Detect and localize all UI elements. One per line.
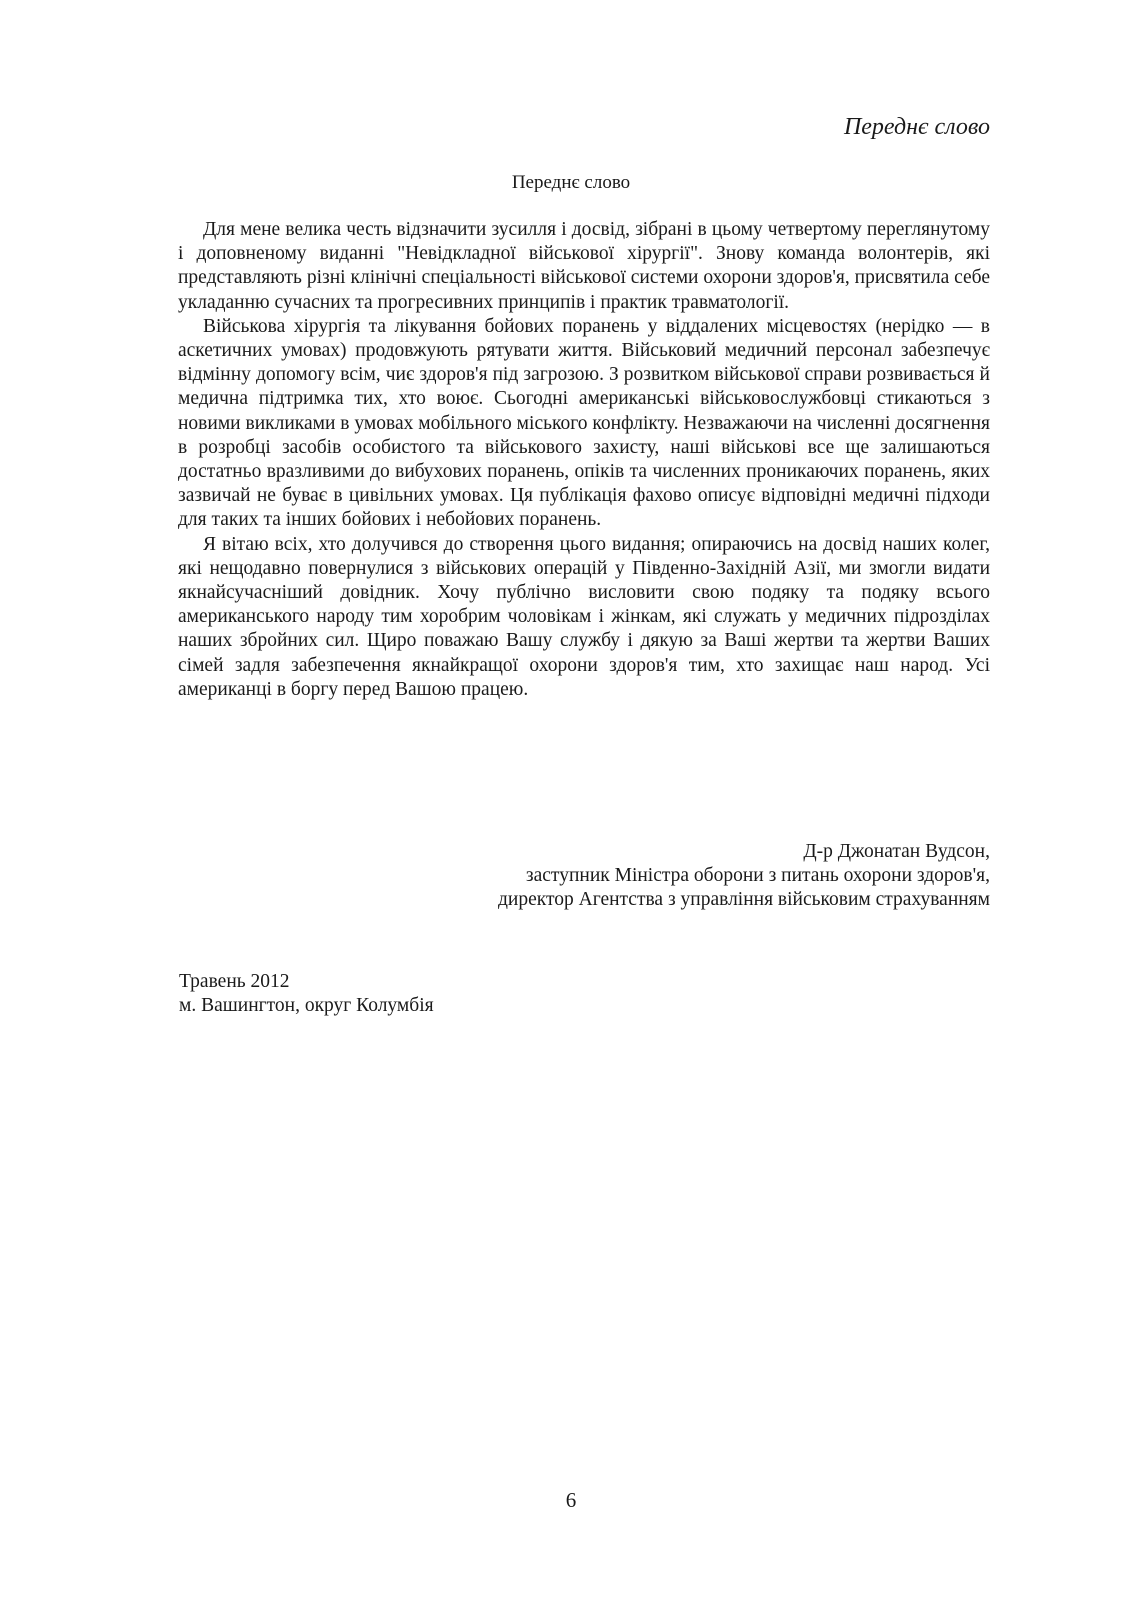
date: Травень 2012	[179, 971, 290, 992]
paragraph: Я вітаю всіх, хто долучився до створення цього видання; опираючись на досвід наших колег, які нещодавно повернулися з військових операцій у Південно-Західній Азії, ми змогли видати якнайсучасніший довідник. Хочу публічно висловити свою подяку та подяку всього американського народу тим хоробрим чоловікам і жінкам, які служать у медичних підрозділах наших збройних сил. Щиро поважаю Вашу службу і дякую за Ваші жертви та жертви Ваших сімей задля забезпечення якнайкращої охорони здоров'я тим, хто захищає наш народ. Усі американці в боргу перед Вашою працею.	[178, 533, 990, 700]
signature-block	[498, 840, 990, 913]
running-header: Переднє слово	[843, 114, 990, 140]
paragraph: Для мене велика честь відзначити зусилля і досвід, зібрані в цьому четвертому переглянутому і доповненому виданні "Невідкладної військової хірургії". Знову команда волонтерів, які представляють різні клінічні спеціальності військової системи охорони здоров'я, присвятила себе укладанню сучасних та прогресивних принципів і практик травматології.	[178, 219, 990, 313]
signature-position: директор Агентства з управління військовим страхуванням	[498, 889, 990, 911]
signature-position: заступник Міністра оборони з питань охорони здоров'я,	[525, 865, 990, 887]
signature-name: Д-р Джонатан Вудсон,	[803, 841, 990, 862]
body-text	[178, 218, 990, 702]
dateline	[179, 970, 434, 1018]
paragraph: Військова хірургія та лікування бойових поранень у віддалених місцевостях (нерідко — в аскетичних умовах) продовжують рятувати життя. Військовий медичний персонал забезпечує відмінну допомогу всім, чиє здоров'я під загрозою. З розвитком військової справи розвивається й медична підтримка тих, хто воює. Сьогодні американські військовослужбовці стикаються з новими викликами в умовах мобільного міського конфлікту. Незважаючи на численні досягнення в розробці засобів особистого та військового захисту, наші військові все ще залишаються достатньо вразливими до вибухових поранень, опіків та численних проникаючих поранень, яких зазвичай не буває в цивільних умовах. Ця публікація фахово описує відповідні медичні підходи для таких та інших бойових і небойових поранень.	[178, 315, 990, 531]
page-number: 6	[565, 1488, 577, 1512]
page-title: Переднє слово	[511, 172, 631, 193]
place: м. Вашингтон, округ Колумбія	[179, 995, 434, 1017]
